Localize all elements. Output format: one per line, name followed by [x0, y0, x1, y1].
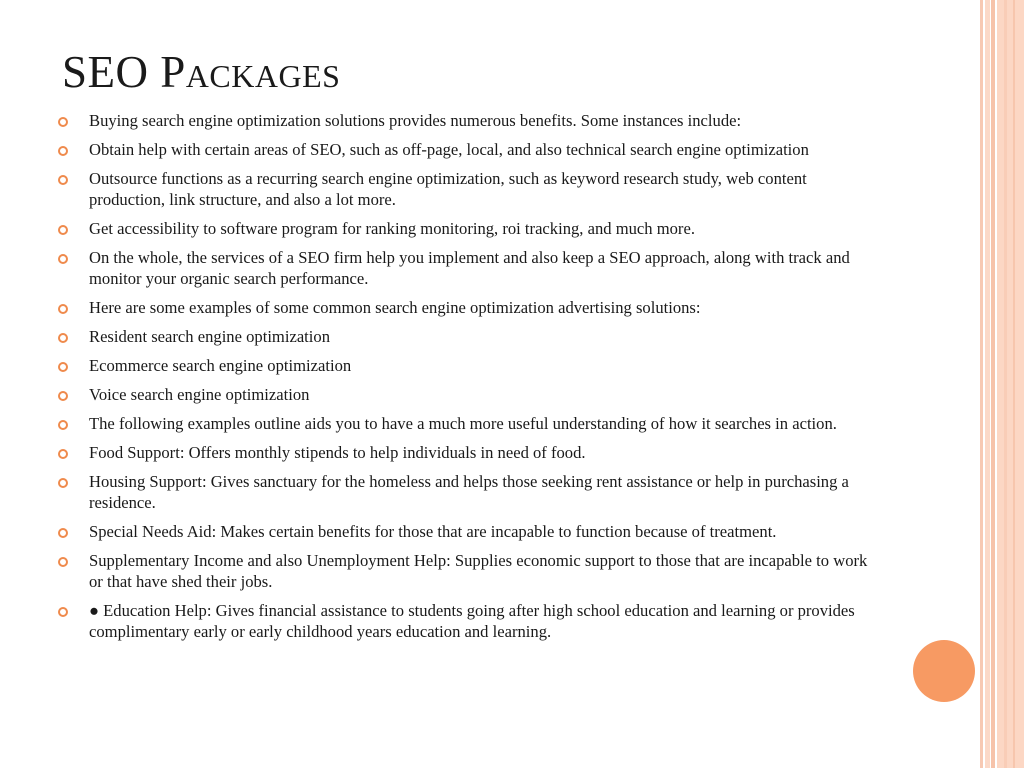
- bullet-item: [56, 218, 882, 239]
- decorative-circle: [913, 640, 975, 702]
- ring-bullet-icon: [58, 528, 68, 538]
- bullet-text: Supplementary Income and also Unemployment Help: Supplies economic support to those that are incapable to work or that have shed their jobs.: [89, 551, 868, 591]
- ring-bullet-icon: [58, 449, 68, 459]
- bullet-text: Voice search engine optimization: [89, 385, 310, 404]
- ring-bullet-icon: [58, 225, 68, 235]
- decorative-stripe: [980, 0, 983, 768]
- bullet-item: [56, 355, 882, 376]
- bullet-item: [56, 110, 882, 131]
- ring-bullet-icon: [58, 420, 68, 430]
- decorative-stripe: [1004, 0, 1007, 768]
- ring-bullet-icon: [58, 557, 68, 567]
- ring-bullet-icon: [58, 607, 68, 617]
- slide-title: SEO Packages: [62, 47, 341, 97]
- bullet-item: [56, 550, 882, 592]
- ring-bullet-icon: [58, 478, 68, 488]
- bullet-item: [56, 521, 882, 542]
- bullet-text: On the whole, the services of a SEO firm help you implement and also keep a SEO approach, along with track and monitor your organic search performance.: [89, 248, 850, 288]
- bullet-text: Get accessibility to software program for ranking monitoring, roi tracking, and much more.: [89, 219, 695, 238]
- bullet-item: [56, 442, 882, 463]
- bullet-text: Obtain help with certain areas of SEO, such as off-page, local, and also technical search engine optimization: [89, 140, 809, 159]
- bullet-item: [56, 139, 882, 160]
- bullet-text: The following examples outline aids you to have a much more useful understanding of how it searches in action.: [89, 414, 837, 433]
- bullet-item: [56, 384, 882, 405]
- decorative-stripe: [1013, 0, 1015, 768]
- bullet-item: [56, 297, 882, 318]
- ring-bullet-icon: [58, 117, 68, 127]
- ring-bullet-icon: [58, 254, 68, 264]
- ring-bullet-icon: [58, 362, 68, 372]
- ring-bullet-icon: [58, 175, 68, 185]
- bullet-text: Here are some examples of some common search engine optimization advertising solutions:: [89, 298, 701, 317]
- ring-bullet-icon: [58, 304, 68, 314]
- ring-bullet-icon: [58, 333, 68, 343]
- bullet-text: Resident search engine optimization: [89, 327, 330, 346]
- bullet-item: [56, 600, 882, 642]
- bullet-text: ● Education Help: Gives financial assistance to students going after high school education and learning or provides complimentary early or early childhood years education and learning.: [89, 601, 855, 641]
- decorative-stripe: [991, 0, 995, 768]
- bullet-text: Buying search engine optimization solutions provides numerous benefits. Some instances include:: [89, 111, 742, 130]
- ring-bullet-icon: [58, 146, 68, 156]
- bullet-text: Outsource functions as a recurring search engine optimization, such as keyword research study, web content production, link structure, and also a lot more.: [89, 169, 807, 209]
- bullet-item: [56, 247, 882, 289]
- bullet-text: Ecommerce search engine optimization: [89, 356, 352, 375]
- bullet-item: [56, 168, 882, 210]
- decorative-stripe: [985, 0, 990, 768]
- bullet-item: [56, 413, 882, 434]
- bullet-text: Food Support: Offers monthly stipends to help individuals in need of food.: [89, 443, 586, 462]
- bullet-text: Housing Support: Gives sanctuary for the homeless and helps those seeking rent assistance or help in purchasing a residence.: [89, 472, 849, 512]
- bullet-text: Special Needs Aid: Makes certain benefits for those that are incapable to function because of treatment.: [89, 522, 777, 541]
- ring-bullet-icon: [58, 391, 68, 401]
- decorative-stripe: [997, 0, 1024, 768]
- bullet-list: [56, 110, 882, 650]
- bullet-item: [56, 326, 882, 347]
- bullet-item: [56, 471, 882, 513]
